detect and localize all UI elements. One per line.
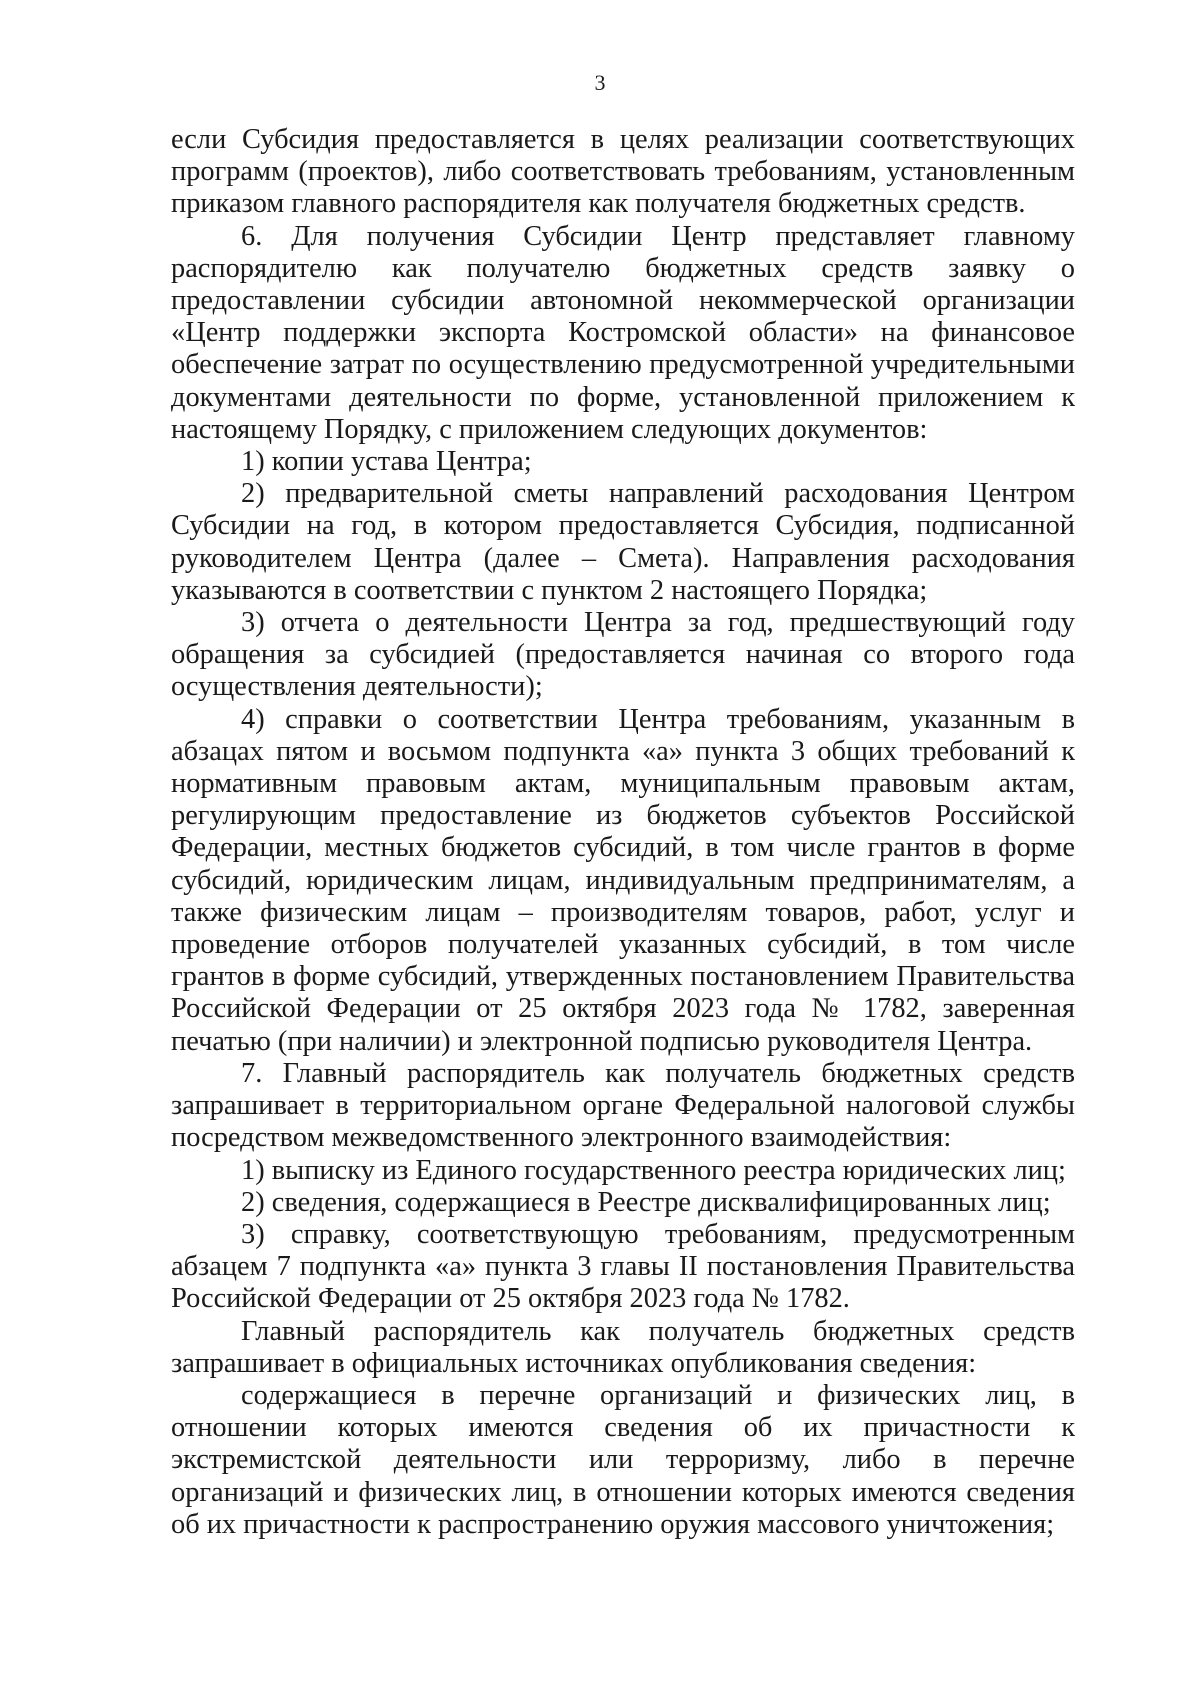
paragraph-official-sources: Главный распорядитель как получатель бюджетных средств запрашивает в официальных источниках опубликования сведения: (171, 1315, 1075, 1379)
paragraph-item-7-2: 2) сведения, содержащиеся в Реестре дисквалифицированных лиц; (241, 1186, 1051, 1218)
paragraph-item-7: 7. Главный распорядитель как получатель бюджетных средств запрашивает в территориальном органе Федеральной налоговой службы посредством межведомственного электронного взаимодействия: (171, 1057, 1075, 1154)
paragraph-item-7-1: 1) выписку из Единого государственного реестра юридических лиц; (241, 1154, 1066, 1186)
document-body (171, 124, 1075, 1541)
paragraph-item-6: 6. Для получения Субсидии Центр представляет главному распорядителю как получателю бюджетных средств заявку о предоставлении субсидии автономной некоммерческой организации «Центр поддержки экспорта Костромской области» на финансовое обеспечение затрат по осуществлению предусмотренной учредительными документами деятельности по форме, установленной приложением к настоящему Порядку, с приложением следующих документов: (171, 220, 1075, 445)
paragraph-item-7-3: 3) справку, соответствующую требованиям, предусмотренным абзацем 7 подпункта «а» пункта 3 главы II постановления Правительства Российской Федерации от 25 октября 2023 года № 1782. (171, 1218, 1075, 1315)
paragraph-continuation: если Субсидия предоставляется в целях реализации соответствующих программ (проектов), либо соответствовать требованиям, установленным приказом главного распорядителя как получателя бюджетных средств. (171, 124, 1075, 220)
page-number: 3 (594, 70, 606, 95)
paragraph-item-6-1: 1) копии устава Центра; (241, 446, 532, 478)
paragraph-item-6-4: 4) справки о соответствии Центра требованиям, указанным в абзацах пятом и восьмом подпункта «а» пункта 3 общих требований к нормативным правовым актам, муниципальным правовым актам, регулирующим предоставление из бюджетов субъектов Российской Федерации, местных бюджетов субсидий, в том числе грантов в форме субсидий, юридическим лицам, индивидуальным предпринимателям, а также физическим лицам – производителям товаров, работ, услуг и проведение отборов получателей указанных субсидий, в том числе грантов в форме субсидий, утвержденных постановлением Правительства Российской Федерации от 25 октября 2023 года № 1782, заверенная печатью (при наличии) и электронной подписью руководителя Центра. (171, 703, 1075, 1057)
paragraph-extremism-lists: содержащиеся в перечне организаций и физических лиц, в отношении которых имеются сведения об их причастности к экстремистской деятельности или терроризму, либо в перечне организаций и физических лиц, в отношении которых имеются сведения об их причастности к распространению оружия массового уничтожения; (171, 1379, 1075, 1540)
paragraph-item-6-2: 2) предварительной сметы направлений расходования Центром Субсидии на год, в котором предоставляется Субсидия, подписанной руководителем Центра (далее – Смета). Направления расходования указываются в соответствии с пунктом 2 настоящего Порядка; (171, 478, 1075, 606)
paragraph-item-6-3: 3) отчета о деятельности Центра за год, предшествующий году обращения за субсидией (предоставляется начиная со второго года осуществления деятельности); (171, 607, 1075, 703)
